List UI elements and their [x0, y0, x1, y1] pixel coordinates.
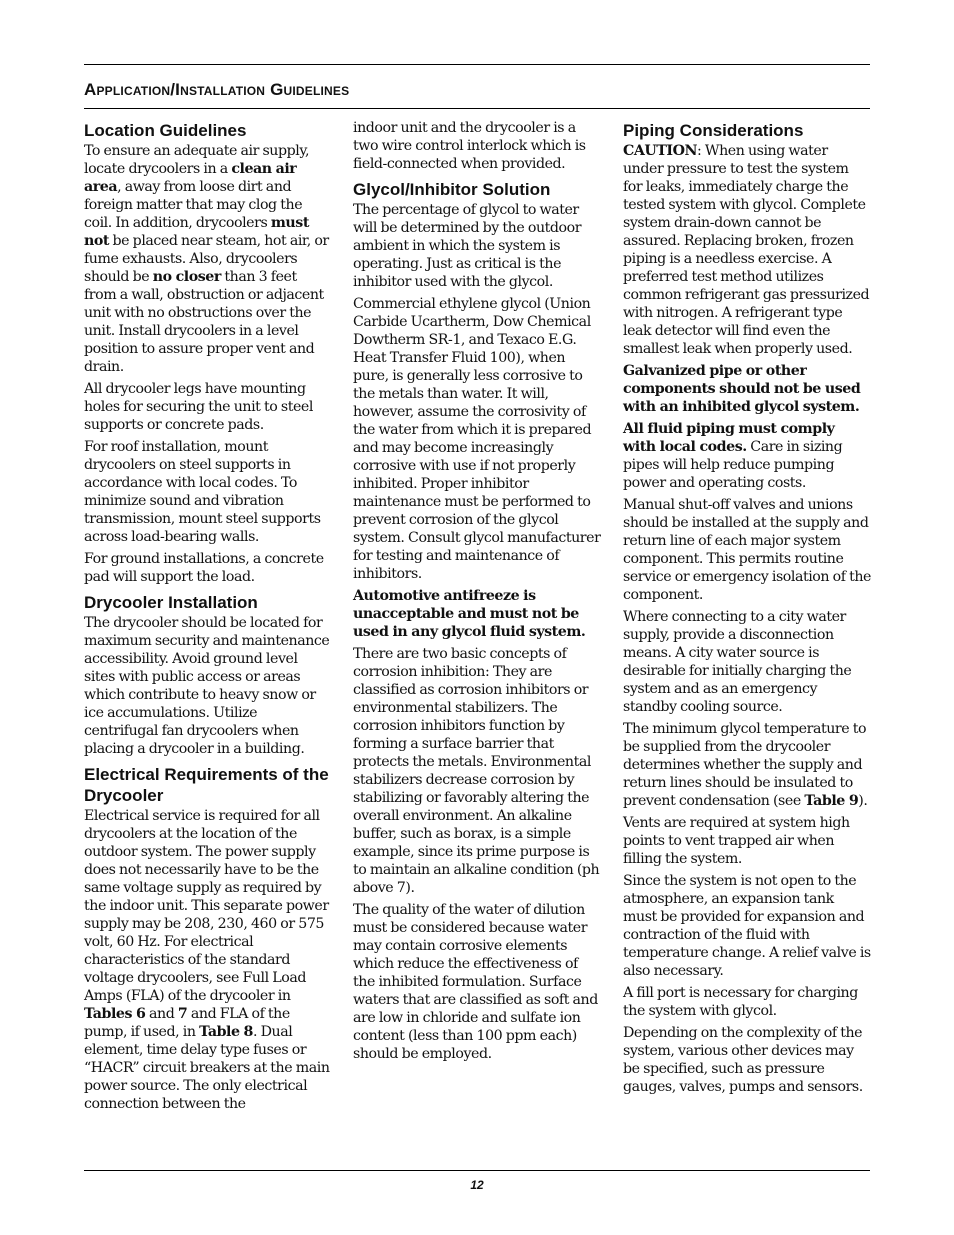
- glycol-paragraph-2: Commercial ethylene glycol (Union Carbide Ucartherm, Dow Chemical Dowtherm SR-1, and Texaco E.G. Heat Transfer Fluid 100), when pure, is generally less corrosive to the metals than water. It will, however, assume the corrosivity of the water from which it is prepared and may become increasingly corrosive with use if not properly inhibited. Proper inhibitor maintenance must be performed to prevent corrosion of the glycol system. Consult glycol manufacturer for testing and maintenance of inhibitors.: [353, 296, 601, 582]
- glycol-inhibitor-heading: Glycol/Inhibitor Solution: [353, 180, 551, 199]
- section-title: Application/Installation Guidelines: [84, 80, 350, 99]
- location-paragraph-3: For roof installation, mount drycoolers on steel supports in accordance with local codes. To minimize sound and vibration transmission, mount steel supports across load-bearing walls.: [84, 439, 321, 545]
- column-1: [84, 120, 330, 1117]
- column-2: [353, 120, 601, 1067]
- drycooler-installation-heading: Drycooler Installation: [84, 593, 258, 612]
- glycol-paragraph-4: There are two basic concepts of corrosion inhibition: They are classified as corrosion inhibitors or environmental stabilizers. The corrosion inhibitors function by forming a surface barrier that protects the metals. Environmental stabilizers decrease corrosion by stabilizing or favorably altering the overall environment. An alkaline buffer, such as borax, is a simple example, since its prime purpose is to maintain an alkaline condition (ph above 7).: [353, 646, 600, 896]
- title-underline: [84, 108, 870, 109]
- piping-paragraph-8: Since the system is not open to the atmosphere, an expansion tank must be provided for expansion and contraction of the fluid with temperature change. A relief valve is also necessary.: [623, 873, 871, 979]
- electrical-requirements-heading: Electrical Requirements of the Drycooler: [84, 765, 329, 805]
- drycooler-paragraph-1: The drycooler should be located for maximum security and maintenance accessibility. Avoid ground level sites with public access or areas which contribute to heavy snow or ice accumulations. Utilize centrifugal fan drycoolers when placing a drycooler in a building.: [84, 615, 330, 757]
- footer-rule: [84, 1170, 870, 1171]
- piping-caution-paragraph: CAUTION: When using water under pressure to test the system for leaks, immediately charge the tested system with glycol. Complete system drain-down cannot be assured. Replacing broken, frozen piping is a needless exercise. A preferred test method utilizes common refrigerant gas pressurized with nitrogen. A refrigerant type leak detector will find even the smallest leak when properly used.: [623, 143, 870, 357]
- piping-paragraph-7: Vents are required at system high points to vent trapped air when filling the system.: [623, 815, 850, 867]
- top-rule: [84, 64, 870, 65]
- piping-galvanized-warning: Galvanized pipe or other components should not be used with an inhibited glycol system.: [623, 363, 861, 415]
- electrical-paragraph-1: Electrical service is required for all drycoolers at the location of the outdoor system. The power supply does not necessarily have to be the same voltage supply as required by the indoor unit. This separate power supply may be 208, 230, 460 or 575 volt, 60 Hz. For electrical characteristics of the standard voltage drycoolers, see Full Load Amps (FLA) of the drycooler in Tables 6 and 7 and FLA of the pump, if used, in Table 8. Dual element, time delay type fuses or “HACR” circuit breakers at the main power source. The only electrical connection between the: [84, 808, 330, 1112]
- piping-codes-paragraph: All fluid piping must comply with local codes. Care in sizing pipes will help reduce pumping power and operating costs.: [623, 421, 843, 491]
- piping-paragraph-6: The minimum glycol temperature to be supplied from the drycooler determines whether the supply and return lines should be insulated to prevent condensation (see Table 9).: [623, 721, 868, 809]
- location-paragraph-4: For ground installations, a concrete pad will support the load.: [84, 551, 324, 585]
- piping-paragraph-10: Depending on the complexity of the system, various other devices may be specified, such as pressure gauges, valves, pumps and sensors.: [623, 1025, 863, 1095]
- location-paragraph-2: All drycooler legs have mounting holes for securing the unit to steel supports or concrete pads.: [84, 381, 313, 433]
- piping-paragraph-5: Where connecting to a city water supply, provide a disconnection means. A city water source is desirable for initially charging the system and as an emergency standby cooling source.: [623, 609, 852, 715]
- page-number: 12: [470, 1178, 484, 1192]
- location-paragraph-1: To ensure an adequate air supply, locate drycoolers in a clean air area, away from loose dirt and foreign matter that may clog the coil. In addition, drycoolers must not be placed near steam, hot air, or fume exhausts. Also, drycoolers should be no closer than 3 feet from a wall, obstruction or adjacent unit with no obstructions over the unit. Install drycoolers in a level position to assure proper vent and drain.: [84, 143, 329, 375]
- glycol-paragraph-5: The quality of the water of dilution must be considered because water may contain corrosive elements which reduce the effectiveness of the inhibited formulation. Surface waters that are classified as soft and are low in chloride and sulfate ion content (less than 100 ppm each) should be employed.: [353, 902, 598, 1062]
- glycol-paragraph-1: The percentage of glycol to water will be determined by the outdoor ambient in which the system is operating. Just as critical is the inhibitor used with the glycol.: [353, 202, 582, 290]
- column-3: [623, 120, 871, 1100]
- location-guidelines-heading: Location Guidelines: [84, 121, 247, 140]
- electrical-paragraph-continued: indoor unit and the drycooler is a two wire control interlock which is field-connected when provided.: [353, 120, 586, 172]
- piping-paragraph-9: A fill port is necessary for charging the system with glycol.: [623, 985, 858, 1019]
- piping-considerations-heading: Piping Considerations: [623, 121, 804, 140]
- glycol-warning: Automotive antifreeze is unacceptable and must not be used in any glycol fluid system.: [353, 588, 586, 640]
- piping-paragraph-4: Manual shut-off valves and unions should be installed at the supply and return line of each major system component. This permits routine service or emergency isolation of the component.: [623, 497, 871, 603]
